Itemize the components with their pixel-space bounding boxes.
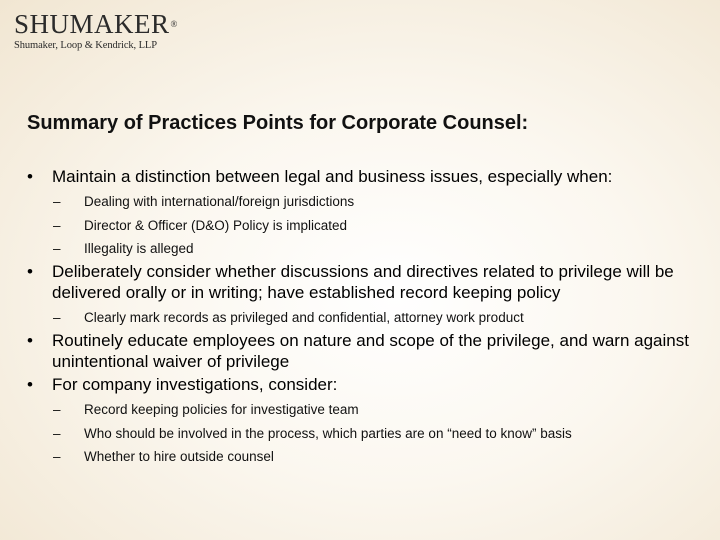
firm-logo: [14, 10, 178, 51]
bullet-text: For company investigations, consider:: [52, 375, 338, 394]
bullet-dot: •: [27, 167, 33, 186]
sub-list: [52, 303, 707, 330]
sub-text: Who should be involved in the process, which parties are on “need to know” basis: [84, 425, 572, 441]
bullet-text: Routinely educate employees on nature and scope of the privilege, and warn against unintentional waiver of privilege: [52, 331, 689, 371]
sub-dash: –: [53, 425, 61, 441]
registered-mark: ®: [170, 19, 178, 29]
sub-dash: –: [53, 194, 61, 209]
sub-item: [52, 422, 707, 446]
sub-text: Director & Officer (D&O) Policy is implicated: [84, 217, 348, 233]
sub-list: [52, 187, 707, 261]
bullet-item: [27, 374, 707, 395]
sub-dash: –: [53, 241, 61, 256]
bullet-text: Deliberately consider whether discussions and directives related to privilege will be delivered orally or in writing; have established record keeping policy: [52, 261, 674, 302]
sub-text: Clearly mark records as privileged and confidential, attorney work product: [84, 309, 524, 325]
logo-firm-name: Shumaker, Loop & Kendrick, LLP: [14, 40, 157, 51]
sub-item: [52, 190, 707, 214]
sub-text: Illegality is alleged: [84, 241, 194, 256]
sub-list: [52, 395, 707, 469]
sub-item: [52, 445, 707, 469]
sub-dash: –: [53, 402, 61, 417]
sub-item: [52, 214, 707, 238]
bullet-dot: •: [27, 375, 33, 394]
bullet-text: Maintain a distinction between legal and business issues, especially when:: [52, 167, 613, 186]
sub-text: Dealing with international/foreign jurisdictions: [84, 194, 355, 209]
sub-text: Whether to hire outside counsel: [84, 449, 274, 464]
slide-title: Summary of Practices Points for Corporate Counsel:: [27, 112, 529, 134]
sub-item: [52, 398, 707, 422]
bullet-item: [27, 261, 707, 303]
bullet-list: [27, 166, 707, 469]
bullet-item: [27, 166, 707, 187]
sub-dash: –: [53, 309, 61, 325]
sub-item: [52, 306, 707, 330]
sub-item: [52, 237, 707, 261]
sub-text: Record keeping policies for investigative team: [84, 402, 359, 417]
bullet-dot: •: [27, 261, 33, 281]
logo-wordmark: SHUMAKER®: [14, 9, 178, 39]
sub-dash: –: [53, 449, 61, 464]
bullet-dot: •: [27, 331, 33, 350]
sub-dash: –: [53, 217, 61, 233]
bullet-item: [27, 330, 707, 372]
